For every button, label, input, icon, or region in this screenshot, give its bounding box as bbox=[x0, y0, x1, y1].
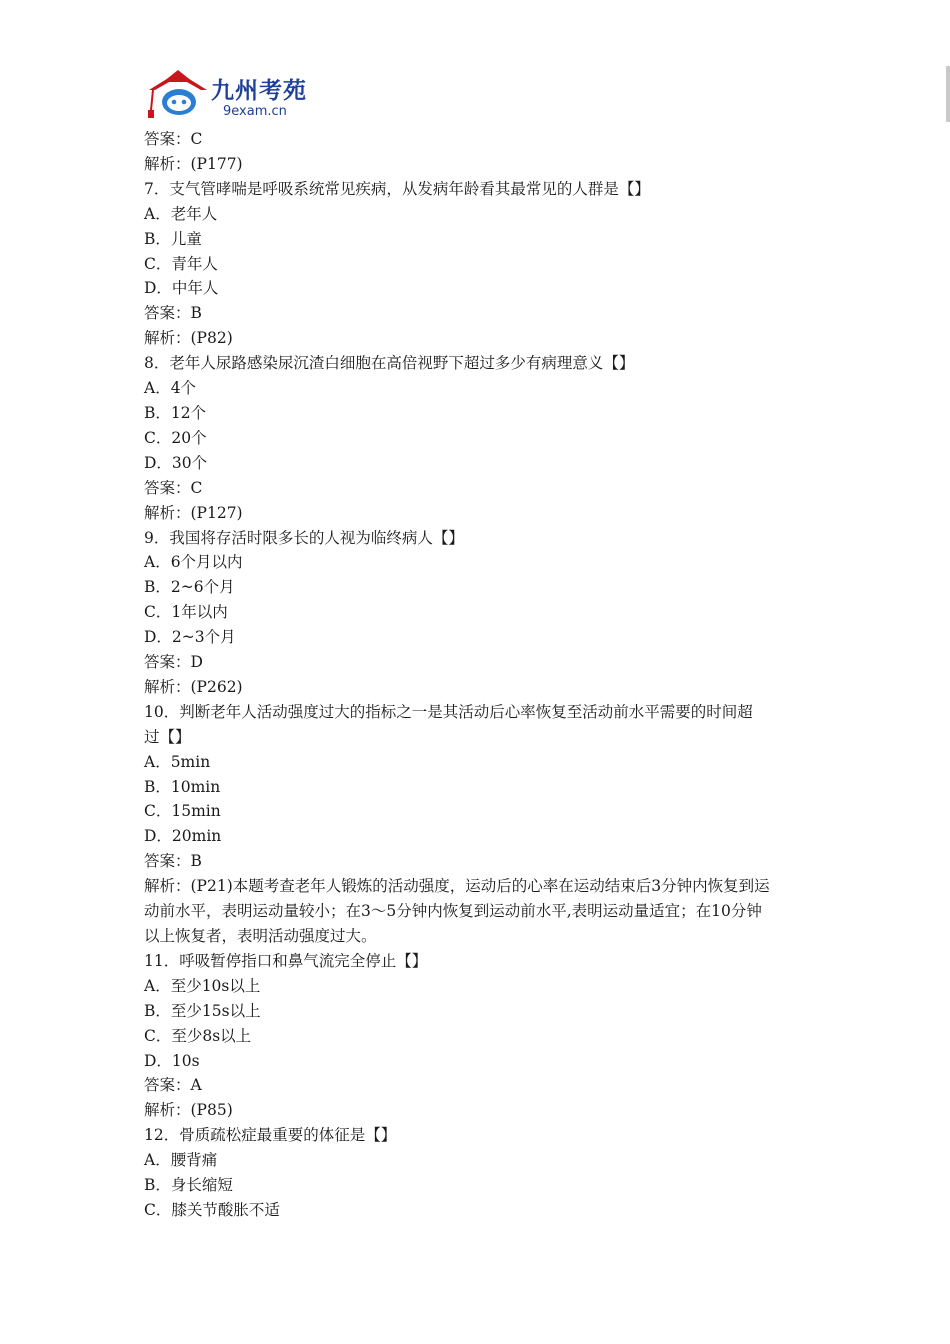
text-line: C．青年人 bbox=[144, 254, 218, 273]
text-line: 解析：(P177) bbox=[144, 154, 243, 173]
text-line: 动前水平，表明运动量较小；在3～5分钟内恢复到运动前水平,表明运动量适宜；在10分钟 bbox=[144, 902, 762, 921]
text-line: 10．判断老年人活动强度过大的指标之一是其活动后心率恢复至活动前水平需要的时间超 bbox=[144, 702, 753, 721]
text-line: 解析：(P262) bbox=[144, 677, 243, 696]
text-line: B．2~6个月 bbox=[144, 578, 235, 597]
text-line: 9．我国将存活时限多长的人视为临终病人【】 bbox=[144, 528, 464, 547]
text-line: 8．老年人尿路感染尿沉渣白细胞在高倍视野下超过多少有病理意义【】 bbox=[144, 354, 635, 373]
text-line: 11．呼吸暂停指口和鼻气流完全停止【】 bbox=[144, 951, 428, 970]
text-line: C．1年以内 bbox=[144, 603, 228, 622]
text-line: C．至少8s以上 bbox=[144, 1026, 252, 1045]
logo-subtitle: 9exam.cn bbox=[223, 104, 287, 119]
document-body bbox=[144, 127, 814, 1223]
text-line: B．10min bbox=[144, 777, 221, 796]
text-line: 过【】 bbox=[144, 727, 191, 746]
text-line: 解析：(P127) bbox=[144, 503, 243, 522]
text-line: C．膝关节酸胀不适 bbox=[144, 1200, 280, 1219]
text-line: 解析：(P21)本题考查老年人锻炼的活动强度，运动后的心率在运动结束后3分钟内恢复到运 bbox=[144, 877, 770, 896]
text-line: C．15min bbox=[144, 802, 221, 821]
graduation-cap-logo-icon bbox=[145, 66, 211, 124]
text-line: B．至少15s以上 bbox=[144, 1001, 261, 1020]
text-line: B．身长缩短 bbox=[144, 1176, 233, 1195]
text-line: A．6个月以内 bbox=[144, 553, 243, 572]
text-line: 答案：D bbox=[144, 653, 203, 672]
text-line: D．10s bbox=[144, 1051, 200, 1070]
text-line: 12．骨质疏松症最重要的体征是【】 bbox=[144, 1126, 397, 1145]
text-line: A．至少10s以上 bbox=[144, 976, 261, 995]
text-line: 解析：(P85) bbox=[144, 1101, 233, 1120]
text-line: A．5min bbox=[144, 752, 211, 771]
text-line: 答案：B bbox=[144, 304, 202, 323]
logo-title: 九州考苑 bbox=[211, 78, 307, 104]
text-line: 答案：C bbox=[144, 130, 203, 148]
text-line: D．20min bbox=[144, 827, 222, 846]
logo bbox=[145, 66, 308, 124]
text-line: 解析：(P82) bbox=[144, 329, 233, 348]
text-line: 以上恢复者，表明活动强度过大。 bbox=[144, 927, 377, 945]
page-edge-mark bbox=[946, 66, 950, 122]
text-line: C．20个 bbox=[144, 428, 207, 447]
text-line: D．30个 bbox=[144, 453, 208, 472]
text-line: B．儿童 bbox=[144, 229, 202, 248]
text-line: D．2~3个月 bbox=[144, 628, 236, 647]
text-line: 7．支气管哮喘是呼吸系统常见疾病，从发病年龄看其最常见的人群是【】 bbox=[144, 179, 650, 198]
text-line: 答案：C bbox=[144, 478, 203, 497]
text-line: 答案：B bbox=[144, 852, 202, 871]
text-line: B．12个 bbox=[144, 403, 207, 422]
text-line: D．中年人 bbox=[144, 279, 219, 298]
text-line: A．老年人 bbox=[144, 204, 218, 223]
text-line: A．4个 bbox=[144, 379, 197, 398]
text-line: A．腰背痛 bbox=[144, 1151, 218, 1170]
text-line: 答案：A bbox=[144, 1076, 202, 1095]
